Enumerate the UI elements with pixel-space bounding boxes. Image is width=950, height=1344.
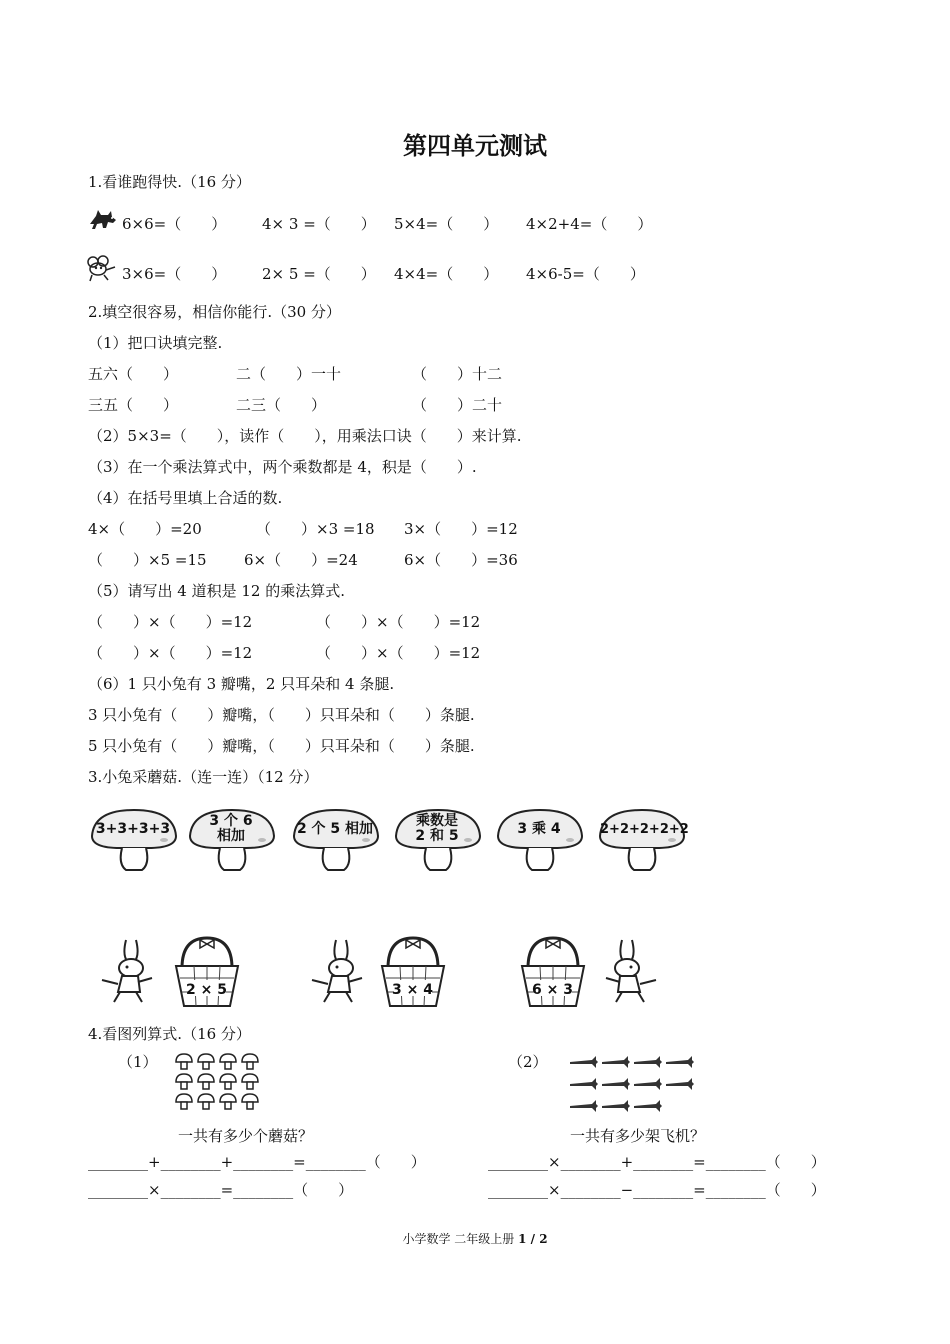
footer-text: 小学数学 二年级上册 (402, 1232, 515, 1246)
q1-row1-item-3: 5×4=（ ） (394, 215, 499, 233)
mushroom-icon (596, 806, 688, 876)
q4-right-equation-1: ________×________+________=________（ ） (488, 1153, 826, 1171)
q2-heading: 2.填空很容易，相信你能行.（30 分） (88, 303, 341, 321)
q2-part3: （3）在一个乘法算式中，两个乘数都是 4，积是（ ）. (88, 458, 477, 476)
q2-part6: （6）1 只小兔有 3 瓣嘴，2 只耳朵和 4 条腿. (88, 675, 395, 693)
mushroom-label: 3 乘 4 (517, 821, 561, 837)
q4-left-equation-2: ________×________=________（ ） (88, 1181, 354, 1199)
q2-p1-r2-c1: 三五（ ） (88, 396, 179, 414)
basket-label: 3 × 4 (392, 982, 433, 998)
mouse-icon (84, 254, 118, 282)
basket-label: 2 × 5 (186, 982, 227, 998)
mushroom-card[interactable] (596, 806, 688, 876)
page-title: 第四单元测试 (403, 132, 547, 160)
q4-left-question: 一共有多少个蘑菇？ (178, 1127, 314, 1145)
mushroom-card[interactable] (392, 806, 484, 876)
mushroom-card[interactable] (494, 806, 586, 876)
mushroom-card[interactable] (88, 806, 180, 876)
mushroom-icon (290, 806, 382, 876)
mushroom-label: 乘数是 2 和 5 (415, 813, 459, 844)
q1-row2-item-4: 4×6-5=（ ） (526, 265, 645, 283)
q4-left-equation-1: ________+________+________=________（ ） (88, 1153, 426, 1171)
q2-p1-r2-c2: 二三（ ） (236, 396, 327, 414)
q2-part1: （1）把口诀填完整. (88, 334, 223, 352)
cat-icon (86, 208, 120, 232)
q2-p4-r1-c3: 3×（ ）=12 (404, 520, 518, 538)
q4-right-equation-2: ________×________−________=________（ ） (488, 1181, 826, 1199)
rabbit-icon (96, 936, 162, 1004)
rabbit-icon (596, 936, 662, 1004)
q2-p1-r1-c1: 五六（ ） (88, 365, 179, 383)
q2-p5-r1-c1: （ ）×（ ）=12 (88, 613, 253, 631)
q4-heading: 4.看图列算式.（16 分） (88, 1025, 251, 1043)
q1-row1-item-2: 4× 3 =（ ） (262, 215, 376, 233)
mushroom-icon (88, 806, 180, 876)
q2-p1-r2-c3: （ ）二十 (412, 396, 503, 414)
page-footer (0, 1230, 950, 1247)
q1-row1-item-1: 6×6=（ ） (122, 215, 227, 233)
airplane-group-icon (568, 1054, 696, 1116)
rabbit-icon (306, 936, 372, 1004)
mushroom-card[interactable] (290, 806, 382, 876)
q2-p5-r2-c1: （ ）×（ ）=12 (88, 644, 253, 662)
q1-row2-item-3: 4×4=（ ） (394, 265, 499, 283)
q4-right-question: 一共有多少架飞机？ (570, 1127, 706, 1145)
q4-left-label: （1） (118, 1053, 158, 1071)
mushroom-label: 3+3+3+3 (95, 821, 171, 837)
mushroom-icon (494, 806, 586, 876)
q4-right-label: （2） (508, 1053, 548, 1071)
q2-p5-r2-c2: （ ）×（ ）=12 (316, 644, 481, 662)
q2-p5-r1-c2: （ ）×（ ）=12 (316, 613, 481, 631)
q1-row1-item-4: 4×2+4=（ ） (526, 215, 653, 233)
q2-p4-r2-c1: （ ）×5 =15 (88, 551, 207, 569)
q1-row2-item-2: 2× 5 =（ ） (262, 265, 376, 283)
q1-row2-item-1: 3×6=（ ） (122, 265, 227, 283)
page-number: 1 / 2 (518, 1232, 548, 1246)
q2-p4-r1-c1: 4×（ ）=20 (88, 520, 202, 538)
q2-part2: （2）5×3=（ ），读作（ ），用乘法口诀（ ）来计算. (88, 427, 522, 445)
q2-p4-r1-c2: （ ）×3 =18 (256, 520, 375, 538)
q2-part4: （4）在括号里填上合适的数. (88, 489, 283, 507)
mushroom-label: 2 个 5 相加 (296, 821, 374, 837)
mushroom-card[interactable] (186, 806, 278, 876)
q3-heading: 3.小兔采蘑菇.（连一连）（12 分） (88, 768, 319, 786)
q2-p6-row-1: 3 只小兔有（ ）瓣嘴，（ ）只耳朵和（ ）条腿. (88, 706, 475, 724)
q2-p1-r1-c2: 二（ ）一十 (236, 365, 342, 383)
q2-p4-r2-c3: 6×（ ）=36 (404, 551, 518, 569)
mushroom-label: 3 个 6 相加 (209, 813, 253, 844)
basket-label: 6 × 3 (532, 982, 573, 998)
q2-p4-r2-c2: 6×（ ）=24 (244, 551, 358, 569)
mushroom-label: 2+2+2+2+2 (600, 822, 689, 837)
q2-part5: （5）请写出 4 道积是 12 的乘法算式. (88, 582, 346, 600)
q2-p6-row-2: 5 只小兔有（ ）瓣嘴，（ ）只耳朵和（ ）条腿. (88, 737, 475, 755)
q1-heading: 1.看谁跑得快.（16 分） (88, 173, 251, 191)
q2-p1-r1-c3: （ ）十二 (412, 365, 503, 383)
mushroom-group-icon (174, 1052, 264, 1114)
